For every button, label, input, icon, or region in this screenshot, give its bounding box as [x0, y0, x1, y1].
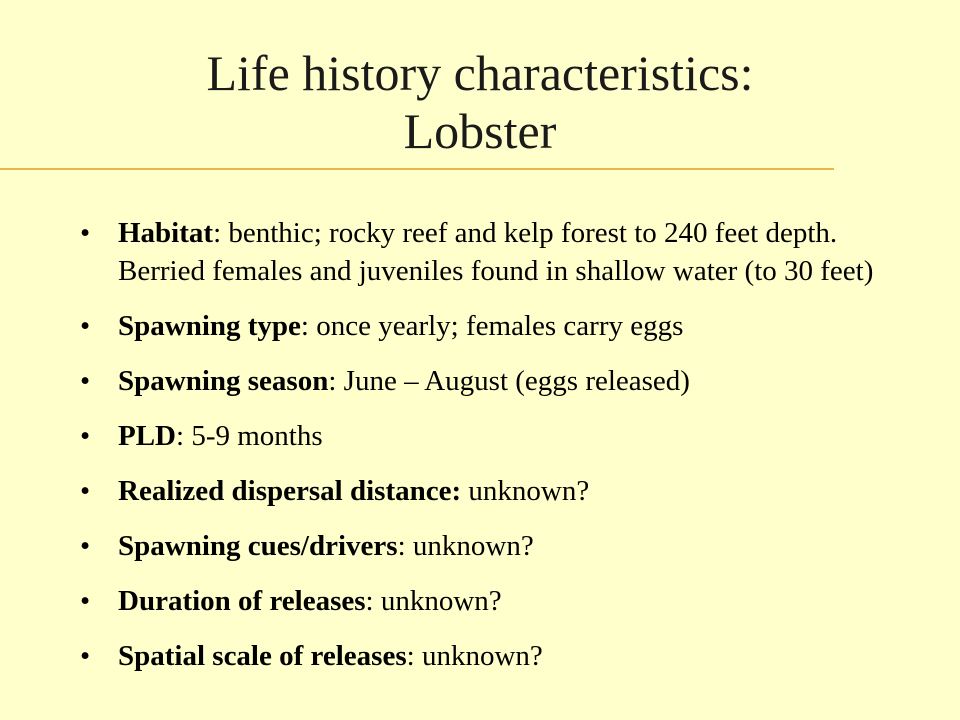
bullet-term: Spatial scale of releases [118, 640, 407, 672]
bullet-separator: : [300, 310, 317, 342]
bullet-term: Habitat [118, 217, 214, 249]
bullet-dot-icon: • [80, 310, 91, 342]
bullet-term: Spawning season [118, 365, 329, 397]
bullet-separator: : [406, 640, 422, 672]
bullet-text: unknown? [380, 585, 502, 617]
title-line-1: Life history characteristics: [206, 45, 754, 101]
bullet-text: unknown? [468, 475, 590, 507]
bullet-dot-icon: • [80, 217, 91, 249]
bullet-dot-icon: • [80, 585, 91, 617]
bullet-text: 5-9 months [191, 420, 323, 452]
bullet-item-realized-dispersal-distance [80, 472, 880, 510]
bullet-term: Spawning cues/drivers [118, 530, 398, 562]
bullet-dot-icon: • [80, 420, 91, 452]
bullet-text: unknown? [421, 640, 543, 672]
bullet-text: benthic; rocky reef and kelp forest to 240 feet depth. Berried females and juveniles found in shallow water (to 30 feet) [118, 217, 874, 287]
bullet-dot-icon: • [80, 530, 91, 562]
bullet-text: June – August (eggs released) [343, 365, 690, 397]
bullet-text: once yearly; females carry eggs [316, 310, 684, 342]
bullet-item-habitat [80, 214, 880, 290]
bullet-item-spawning-type [80, 307, 880, 345]
title-line-2: Lobster [403, 103, 557, 159]
bullet-term: Duration of releases [118, 585, 366, 617]
bullet-item-spawning-cues [80, 527, 880, 565]
bullet-item-spawning-season [80, 362, 880, 400]
bullet-separator: : [328, 365, 344, 397]
bullet-list [80, 214, 880, 692]
bullet-dot-icon: • [80, 365, 91, 397]
bullet-item-duration-of-releases [80, 582, 880, 620]
bullet-dot-icon: • [80, 475, 91, 507]
bullet-separator: : [213, 217, 229, 249]
title-divider [0, 168, 834, 170]
bullet-term: Realized dispersal distance: [118, 475, 462, 507]
bullet-dot-icon: • [80, 640, 91, 672]
bullet-separator: : [176, 420, 192, 452]
bullet-term: Spawning type [118, 310, 301, 342]
slide-title [60, 44, 900, 160]
bullet-separator: : [365, 585, 381, 617]
bullet-separator: : [397, 530, 413, 562]
bullet-item-pld [80, 417, 880, 455]
bullet-text: unknown? [412, 530, 534, 562]
bullet-item-spatial-scale-of-releases [80, 637, 880, 675]
bullet-term: PLD [118, 420, 176, 452]
